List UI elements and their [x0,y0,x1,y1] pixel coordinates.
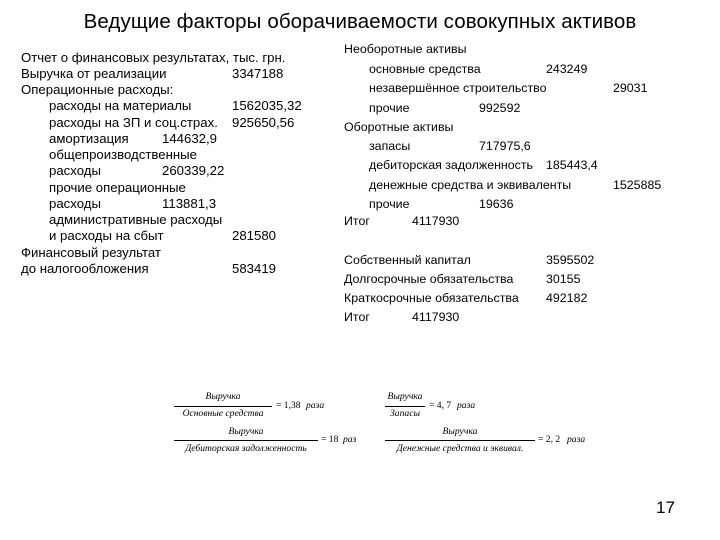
shortterm-liabilities-value: 492182 [546,291,588,305]
formula-unit: раз [343,434,357,445]
formula-denominator: Дебиторская задолженность [185,443,307,454]
shortterm-liabilities-label: Краткосрочные обязательства [344,291,519,305]
result-value: 583419 [232,261,277,276]
liabilities-total-value: 4117930 [412,310,460,324]
overhead-label-2: расходы [49,163,101,178]
opex-label: Операционные расходы: [21,82,174,97]
admin-label-2: и расходы на сбыт [49,228,164,243]
noncurrent-other-label: прочие [369,101,410,115]
construction-value: 29031 [613,81,648,95]
inventory-value: 717975,6 [479,139,531,153]
materials-label: расходы на материалы [49,98,192,113]
noncurrent-other-value: 992592 [479,101,521,115]
formula-denominator: Запасы [390,408,420,419]
depreciation-label: амортизация [49,131,129,146]
formula-numerator: Выручка [228,426,264,437]
overhead-value: 260339,22 [162,163,225,178]
current-other-label: прочие [369,197,410,211]
cash-value: 1525885 [613,178,662,192]
formula-result: = 1,38 [276,400,301,411]
page-number: 17 [656,498,675,517]
formula-result: = 18 [321,434,339,445]
depreciation-value: 144632,9 [162,131,218,146]
admin-label-1: административные расходы [49,212,223,227]
noncurrent-assets-label: Необоротные активы [344,42,467,56]
formula-unit: раза [567,434,586,445]
fraction-bar [174,440,318,441]
formula-numerator: Выручка [205,391,241,402]
formula-denominator: Основные средства [182,408,264,419]
equity-value: 3595502 [546,253,595,267]
fraction-bar [174,406,272,407]
formula-result: = 2, 2 [538,434,561,445]
result-label-1: Финансовый результат [21,245,161,260]
fraction-bar [385,406,425,407]
formula-numerator: Выручка [387,391,423,402]
equity-label: Собственный капитал [344,253,471,267]
longterm-liabilities-label: Долгосрочные обязательства [344,272,514,286]
fraction-bar [385,440,535,441]
formula-result: = 4, 7 [429,400,452,411]
current-other-value: 19636 [479,197,514,211]
other-opex-label-2: расходы [49,196,101,211]
slide-title: Ведущие факторы оборачиваемости совокупных активов [83,10,637,33]
assets-total-label: Итог [344,214,370,228]
overhead-label-1: общепроизводственные [49,147,197,162]
longterm-liabilities-value: 30155 [546,272,581,286]
other-opex-value: 113881,3 [162,196,217,211]
assets-total-value: 4117930 [412,214,460,228]
admin-value: 281580 [232,228,277,243]
cash-label: денежные средства и эквиваленты [369,178,572,192]
formula-unit: раза [306,400,325,411]
payroll-value: 925650,56 [232,115,295,130]
receivables-value: 185443,4 [546,158,598,172]
construction-label: незавершённое строительство [369,81,547,95]
revenue-label: Выручка от реализации [21,66,167,81]
formula-denominator: Денежные средства и эквивал. [396,443,524,454]
income-statement-header: Отчет о финансовых результатах, тыс. грн. [21,50,286,65]
revenue-value: 3347188 [232,66,284,81]
current-assets-label: Оборотные активы [344,120,454,134]
payroll-label: расходы на ЗП и соц.страх. [49,115,218,130]
formula-numerator: Выручка [442,426,478,437]
fixed-assets-value: 243249 [546,62,588,76]
inventory-label: запасы [369,139,411,153]
receivables-label: дебиторская задолженность [369,158,533,172]
fixed-assets-label: основные средства [369,62,481,76]
liabilities-total-label: Итог [344,310,370,324]
formula-unit: раза [457,400,476,411]
materials-value: 1562035,32 [232,98,302,113]
result-label-2: до налогообложения [21,261,149,276]
other-opex-label-1: прочие операционные [49,180,186,195]
